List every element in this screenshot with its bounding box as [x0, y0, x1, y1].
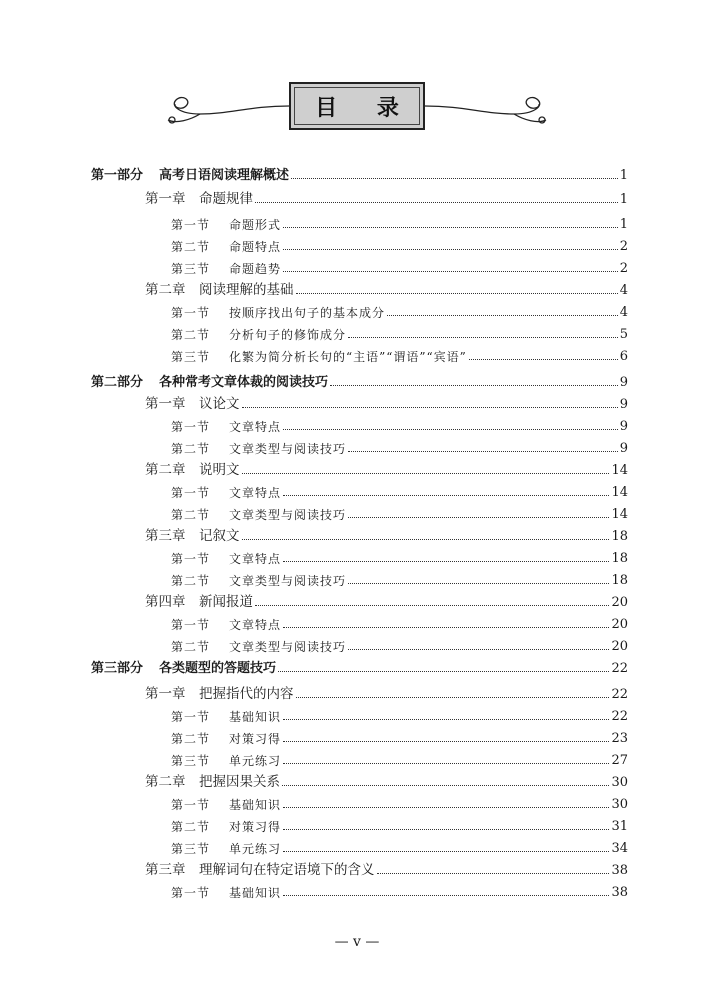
- toc-label: 第三部分: [91, 661, 144, 676]
- toc-section-row: [171, 231, 628, 253]
- toc-page-number: 9: [619, 375, 628, 390]
- toc-chapter-row: [145, 679, 628, 701]
- toc-title: 命题特点: [229, 240, 282, 254]
- toc-section-row: [171, 411, 628, 433]
- toc-label: 第三节: [171, 262, 211, 276]
- toc-label: 第一节: [171, 886, 211, 900]
- toc-label: 第三节: [171, 842, 211, 856]
- toc-leader-dots: [283, 561, 609, 562]
- toc-title: 把握指代的内容: [199, 685, 294, 702]
- toc-part-row: [91, 367, 628, 389]
- toc-leader-dots: [283, 495, 609, 496]
- toc-page-number: 30: [611, 775, 628, 790]
- toc-title: 文章特点: [229, 420, 282, 434]
- toc-leader-dots: [283, 227, 618, 228]
- toc-title: 命题趋势: [229, 262, 282, 276]
- toc-leader-dots: [348, 649, 609, 650]
- toc-label: 第一节: [171, 420, 211, 434]
- toc-leader-dots: [296, 293, 618, 294]
- toc-page-number: 2: [619, 239, 628, 254]
- toc-leader-dots: [348, 583, 609, 584]
- toc-page-number: 5: [619, 327, 628, 342]
- toc-chapter-row: [145, 855, 628, 877]
- toc-page-number: 14: [611, 507, 628, 522]
- toc-page-number: 6: [619, 349, 628, 364]
- toc-section-row: [171, 811, 628, 833]
- toc-page-number: 1: [619, 217, 628, 232]
- toc-section-row: [171, 543, 628, 565]
- toc-page-number: 4: [619, 305, 628, 320]
- toc-chapter-row: [145, 767, 628, 789]
- toc-label: 第四章: [145, 593, 186, 610]
- toc-page-number: 22: [611, 661, 628, 676]
- toc-page-number: 1: [619, 192, 628, 207]
- toc-leader-dots: [283, 741, 609, 742]
- toc-label: 第三节: [171, 754, 211, 768]
- toc-page-number: 2: [619, 261, 628, 276]
- toc-page-number: 38: [611, 885, 628, 900]
- toc-title: 阅读理解的基础: [199, 281, 294, 298]
- toc-label: 第一节: [171, 306, 211, 320]
- toc-section-row: [171, 319, 628, 341]
- toc-page-number: 14: [611, 485, 628, 500]
- toc-leader-dots: [283, 763, 609, 764]
- toc-section-row: [171, 877, 628, 899]
- toc-page-number: 38: [611, 863, 628, 878]
- toc-label: 第二章: [145, 461, 186, 478]
- toc-label: 第二节: [171, 240, 211, 254]
- toc-label: 第二章: [145, 281, 186, 298]
- toc-leader-dots: [330, 385, 618, 386]
- toc-page-number: 20: [611, 595, 628, 610]
- toc-title: 基础知识: [229, 710, 282, 724]
- toc-section-row: [171, 701, 628, 723]
- toc-section-row: [171, 499, 628, 521]
- toc-leader-dots: [283, 719, 609, 720]
- toc-title: 把握因果关系: [199, 773, 280, 790]
- toc-label: 第一部分: [91, 168, 144, 183]
- toc-page-number: 14: [611, 463, 628, 478]
- toc-label: 第三节: [171, 350, 211, 364]
- toc-title: 各类题型的答题技巧: [159, 661, 277, 676]
- toc-title: 对策习得: [229, 820, 282, 834]
- toc-title: 命题形式: [229, 218, 282, 232]
- toc-title: 单元练习: [229, 754, 282, 768]
- toc-leader-dots: [348, 517, 609, 518]
- toc-page-number: 18: [611, 529, 628, 544]
- toc-section-row: [171, 253, 628, 275]
- toc-leader-dots: [242, 539, 610, 540]
- toc-section-row: [171, 833, 628, 855]
- toc-section-row: [171, 723, 628, 745]
- toc-leader-dots: [282, 785, 609, 786]
- toc-leader-dots: [296, 697, 610, 698]
- toc-leader-dots: [255, 202, 618, 203]
- toc-section-row: [171, 565, 628, 587]
- toc-page-number: 18: [611, 573, 628, 588]
- toc-header: [0, 70, 714, 145]
- toc-page-number: 20: [611, 639, 628, 654]
- toc-title: 对策习得: [229, 732, 282, 746]
- toc-label: 第一节: [171, 486, 211, 500]
- toc-label: 第二节: [171, 508, 211, 522]
- toc-label: 第一章: [145, 190, 186, 207]
- toc-label: 第一节: [171, 618, 211, 632]
- toc-page-number: 9: [619, 397, 628, 412]
- toc-label: 第三章: [145, 861, 186, 878]
- toc-leader-dots: [255, 605, 609, 606]
- toc-page-number: 20: [611, 617, 628, 632]
- toc-label: 第一章: [145, 395, 186, 412]
- toc-label: 第二节: [171, 640, 211, 654]
- toc-section-row: [171, 209, 628, 231]
- toc-leader-dots: [283, 627, 609, 628]
- toc-part-row: [91, 160, 628, 182]
- toc-label: 第二节: [171, 732, 211, 746]
- toc-title: 基础知识: [229, 886, 282, 900]
- toc-label: 第一节: [171, 710, 211, 724]
- toc-page-number: 30: [611, 797, 628, 812]
- toc-title: 高考日语阅读理解概述: [159, 168, 290, 183]
- toc-leader-dots: [469, 359, 618, 360]
- toc-title: 文章类型与阅读技巧: [229, 574, 347, 588]
- toc-label: 第一节: [171, 798, 211, 812]
- toc-page-number: 27: [611, 753, 628, 768]
- toc-leader-dots: [242, 407, 618, 408]
- toc-chapter-row: [145, 455, 628, 477]
- toc-leader-dots: [291, 178, 618, 179]
- toc-title: 文章类型与阅读技巧: [229, 442, 347, 456]
- title-box: [289, 82, 425, 130]
- toc-chapter-row: [145, 521, 628, 543]
- toc-leader-dots: [377, 873, 610, 874]
- toc-label: 第一节: [171, 552, 211, 566]
- toc-label: 第二节: [171, 328, 211, 342]
- toc-label: 第三章: [145, 527, 186, 544]
- toc-leader-dots: [283, 895, 609, 896]
- toc-title: 新闻报道: [199, 593, 253, 610]
- toc-title: 命题规律: [199, 190, 253, 207]
- toc-page-number: 1: [619, 168, 628, 183]
- toc-section-row: [171, 477, 628, 499]
- toc-page-number: 23: [611, 731, 628, 746]
- toc-leader-dots: [348, 337, 618, 338]
- toc-title: 文章类型与阅读技巧: [229, 640, 347, 654]
- toc-page-number: 4: [619, 283, 628, 298]
- toc-title: 按顺序找出句子的基本成分: [229, 306, 386, 320]
- page-title: 目 录: [294, 87, 420, 125]
- toc-leader-dots: [283, 829, 609, 830]
- toc-title: 文章特点: [229, 486, 282, 500]
- toc-section-row: [171, 631, 628, 653]
- toc-leader-dots: [348, 451, 618, 452]
- toc-leader-dots: [283, 807, 609, 808]
- toc-title: 文章特点: [229, 552, 282, 566]
- toc-leader-dots: [283, 271, 618, 272]
- toc-title: 文章特点: [229, 618, 282, 632]
- toc-title: 记叙文: [199, 527, 240, 544]
- toc-leader-dots: [387, 315, 618, 316]
- toc-section-row: [171, 341, 628, 363]
- toc-title: 各种常考文章体裁的阅读技巧: [159, 375, 329, 390]
- toc-label: 第二节: [171, 574, 211, 588]
- toc-section-row: [171, 609, 628, 631]
- toc-section-row: [171, 745, 628, 767]
- toc-leader-dots: [278, 671, 609, 672]
- toc-leader-dots: [242, 473, 610, 474]
- toc-section-row: [171, 297, 628, 319]
- toc-chapter-row: [145, 275, 628, 297]
- toc-title: 基础知识: [229, 798, 282, 812]
- toc-label: 第二节: [171, 820, 211, 834]
- toc-leader-dots: [283, 249, 618, 250]
- toc-page-number: 22: [611, 709, 628, 724]
- toc-part-row: [91, 653, 628, 675]
- toc-page-number: 22: [611, 687, 628, 702]
- toc-leader-dots: [283, 429, 618, 430]
- page-number: — v —: [334, 934, 380, 950]
- toc-page-number: 9: [619, 419, 628, 434]
- toc-label: 第一节: [171, 218, 211, 232]
- toc-title: 单元练习: [229, 842, 282, 856]
- toc-title: 化繁为简分析长句的“主语”“谓语”“宾语”: [229, 350, 467, 364]
- toc-title: 理解词句在特定语境下的含义: [199, 861, 375, 878]
- toc-chapter-row: [145, 184, 628, 206]
- toc-label: 第二节: [171, 442, 211, 456]
- toc-leader-dots: [283, 851, 609, 852]
- toc-title: 说明文: [199, 461, 240, 478]
- toc-page-number: 34: [611, 841, 628, 856]
- toc-title: 议论文: [199, 395, 240, 412]
- toc-page-number: 9: [619, 441, 628, 456]
- toc-page-number: 18: [611, 551, 628, 566]
- toc-title: 文章类型与阅读技巧: [229, 508, 347, 522]
- toc-chapter-row: [145, 587, 628, 609]
- toc-section-row: [171, 433, 628, 455]
- toc-page-number: 31: [611, 819, 628, 834]
- toc-label: 第二部分: [91, 375, 144, 390]
- toc-section-row: [171, 789, 628, 811]
- toc-label: 第二章: [145, 773, 186, 790]
- toc-label: 第一章: [145, 685, 186, 702]
- toc-title: 分析句子的修饰成分: [229, 328, 347, 342]
- toc-chapter-row: [145, 389, 628, 411]
